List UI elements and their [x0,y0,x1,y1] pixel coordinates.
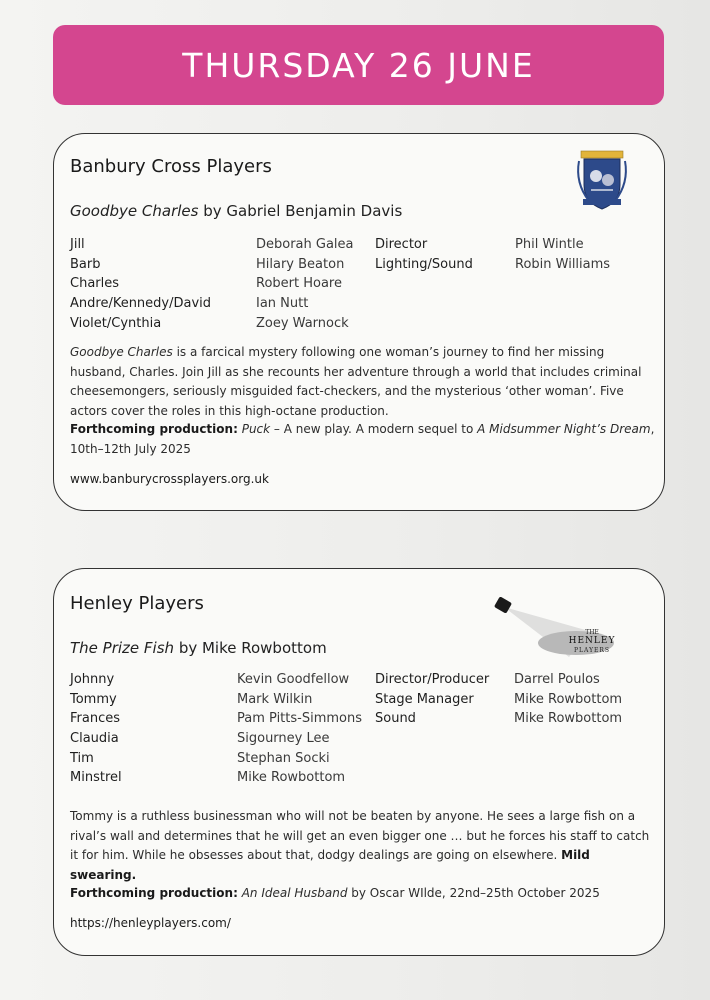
role: Andre/Kennedy/David [70,296,212,312]
cast-roles [70,670,122,788]
henley-logo [494,597,619,657]
actor: Sigourney Lee [237,731,330,747]
actor: Mark Wilkin [237,691,313,707]
forthcoming-label: Forthcoming production: [70,886,238,900]
crew-name: Robin Williams [515,256,611,272]
role: Johnny [70,672,115,687]
role: Frances [70,711,121,727]
role: Violet/Cynthia [70,315,162,331]
role: Barb [70,256,101,272]
forthcoming-text: – A new play. A modern sequel to [270,422,478,436]
crew-roles [375,235,473,274]
description-text: Tommy is a ruthless businessman who will not be beaten by anyone. He sees a large fish on a rival’s wall and determines that he will get an even bigger one … but he forces his staff to catch it for him. While he obsesses about that, dodgy dealings are going on elsewhere. [70,809,650,863]
entry-card-banbury [53,133,665,511]
crew-name: Mike Rowbottom [514,711,623,727]
role: Jill [70,237,85,252]
forthcoming-dates: , 10th–12th July 2025 [70,422,655,456]
role: Tommy [70,691,117,707]
logo-text-the: THE [585,629,599,636]
crew-names [514,670,622,729]
role: Minstrel [70,770,122,786]
date-banner [53,25,664,105]
actor: Deborah Galea [256,237,354,252]
content-warning: Mild swearing. [70,848,590,883]
crew-name: Mike Rowbottom [514,691,623,707]
crew-role: Director [375,237,428,252]
forthcoming-label: Forthcoming production: [70,422,238,436]
crew-name: Darrel Poulos [514,672,600,687]
actor: Ian Nutt [256,296,309,312]
play-line [70,202,402,220]
entry-card-henley [53,568,665,956]
description-text: is a farcical mystery following one woman’s journey to find her missing husband, Charles. Join Jill as she recounts her adventure through a world that includes criminal cheesemongers, seriously misguided fact-checkers, and the mysterious ‘other woman’. Five actors cover the roles in this high-octane production. [70,345,642,419]
play-title: Goodbye Charles [70,202,199,220]
group-name: Banbury Cross Players [70,156,272,177]
play-author: by Mike Rowbottom [174,639,327,657]
cast-roles [70,235,211,333]
actor: Mike Rowbottom [237,770,346,786]
play-title: The Prize Fish [70,639,175,657]
description-title: Goodbye Charles [70,345,173,359]
forthcoming-reference: A Midsummer Night’s Dream [477,422,651,436]
crew-roles [375,670,489,729]
crew-role: Stage Manager [375,691,474,707]
forthcoming-production [70,420,660,459]
cast-actors [237,670,362,788]
logo-text-henley: HENLEY [568,636,616,646]
forthcoming-text: by Oscar WIlde, 22nd–25th October 2025 [347,886,600,900]
actor: Hilary Beaton [256,256,345,272]
website-link[interactable]: www.banburycrossplayers.org.uk [70,472,269,486]
role: Claudia [70,731,119,747]
forthcoming-title: An Ideal Husband [241,886,348,900]
actor: Zoey Warnock [256,315,349,331]
forthcoming-production [70,884,660,904]
crew-role: Lighting/Sound [375,256,473,272]
logo-text-players: PLAYERS [573,647,611,654]
crew-name: Phil Wintle [515,237,584,252]
description [70,807,660,886]
actor: Stephan Socki [237,750,330,766]
play-author: by Gabriel Benjamin Davis [198,202,403,220]
crew-role: Sound [375,711,416,727]
banner-title: THURSDAY 26 JUNE [182,45,535,85]
forthcoming-title: Puck [241,422,271,436]
crew-names [515,235,610,274]
actor: Kevin Goodfellow [237,672,350,687]
cast-actors [256,235,354,333]
crew-role: Director/Producer [375,672,490,687]
play-line [70,639,327,657]
website-link[interactable]: https://henleyplayers.com/ [70,916,231,930]
actor: Pam Pitts-Simmons [237,711,362,727]
description [70,343,660,422]
actor: Robert Hoare [256,276,342,292]
group-name: Henley Players [70,593,204,614]
role: Tim [70,750,94,766]
banbury-logo-icon [569,147,635,213]
role: Charles [70,276,120,292]
